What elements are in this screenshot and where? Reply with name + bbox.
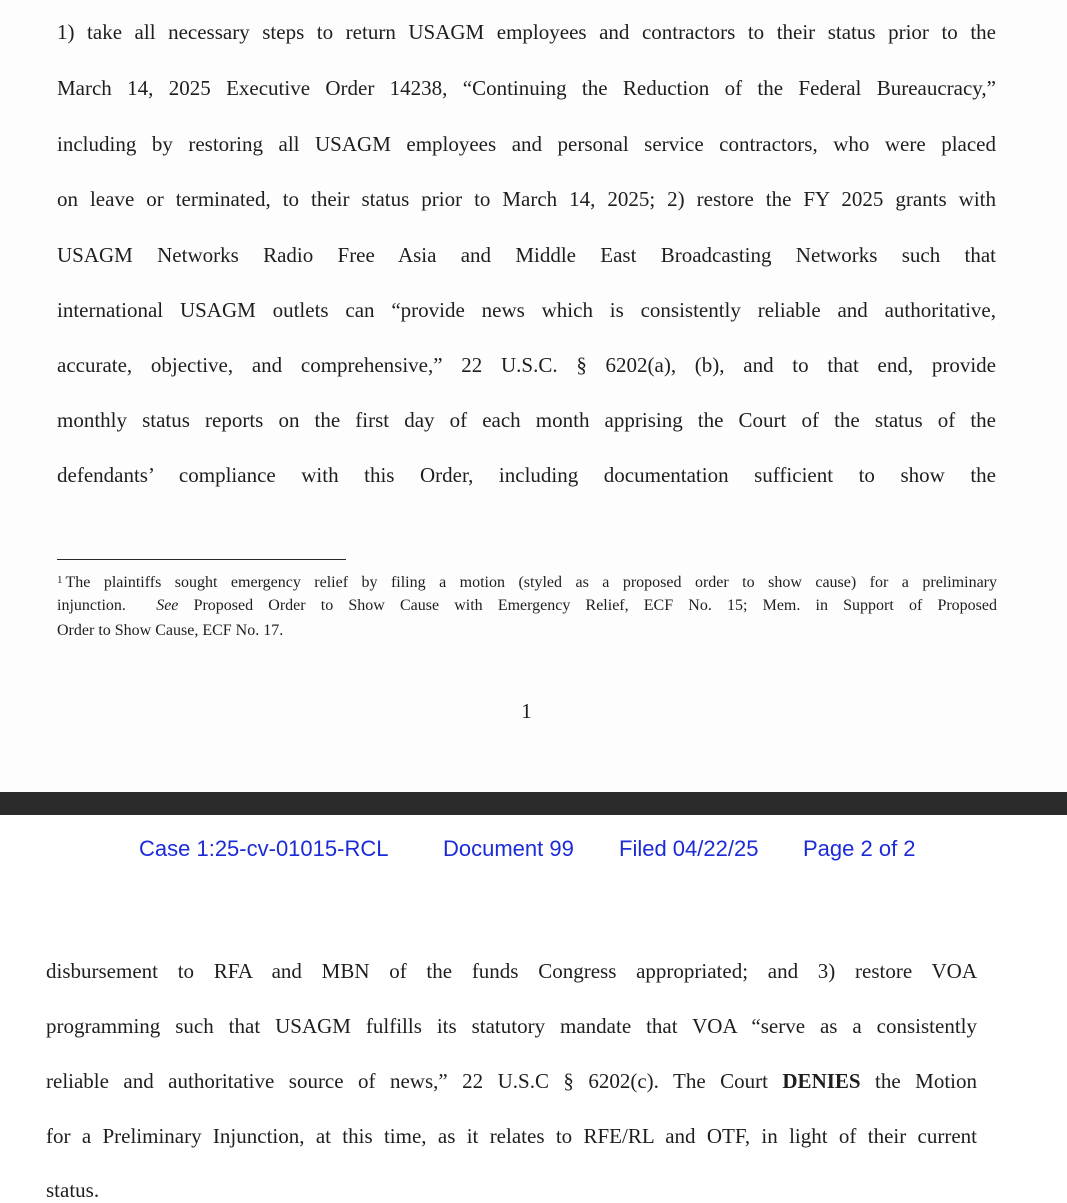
footnote-text-2a: injunction. [57,597,126,614]
page2-line-3-start: reliable and authoritative source of news,” 22 U.S.C § 6202(c). The Court [46,1069,768,1093]
footnote-see: See [156,597,179,614]
body-line-5: USAGM Networks Radio Free Asia and Middle East Broadcasting Networks such that [57,243,996,267]
page-count: Page 2 of 2 [803,836,916,861]
body-line-2: March 14, 2025 Executive Order 14238, “Continuing the Reduction of the Federal Bureaucracy,” [57,76,996,100]
footnote-text-1: The plaintiffs sought emergency relief by filing a motion (styled as a proposed order to show cause) for a preliminary [65,574,997,591]
page2-line-5: status. [46,1178,100,1202]
body-line-3: including by restoring all USAGM employees and personal service contractors, who were placed [57,132,996,156]
footnote-divider [57,559,346,560]
page2-line-3 [46,1068,977,1094]
page2-line-1: disbursement to RFA and MBN of the funds Congress appropriated; and 3) restore VOA [46,959,977,983]
body-line-9: defendants’ compliance with this Order, including documentation sufficient to show the [57,463,996,487]
footnote-line-3: Order to Show Cause, ECF No. 17. [57,622,284,639]
body-line-6: international USAGM outlets can “provide news which is consistently reliable and authoritative, [57,298,996,322]
page2-line-4: for a Preliminary Injunction, at this time, as it relates to RFE/RL and OTF, in light of their current [46,1124,977,1148]
body-line-7: accurate, objective, and comprehensive,” 22 U.S.C. § 6202(a), (b), and to that end, provide [57,353,996,377]
footnote-text-2b: Proposed Order to Show Cause with Emergency Relief, ECF No. 15; Mem. in Support of Proposed [193,597,997,614]
page2-line-3-end: the Motion [875,1069,977,1093]
denies-text: DENIES [782,1069,861,1093]
document-number: Document 99 [443,836,574,861]
body-line-1: 1) take all necessary steps to return USAGM employees and contractors to their status prior to the [57,20,996,44]
page2-line-2: programming such that USAGM fulfills its statutory mandate that VOA “serve as a consistently [46,1014,977,1038]
body-line-4: on leave or terminated, to their status prior to March 14, 2025; 2) restore the FY 2025 grants with [57,187,996,211]
page-number: 1 [521,699,532,723]
filed-date: Filed 04/22/25 [619,836,759,861]
page-separator [0,792,1067,815]
body-line-8: monthly status reports on the first day of each month apprising the Court of the status of the [57,408,996,432]
footnote-line-1 [57,570,997,593]
case-number: Case 1:25-cv-01015-RCL [139,836,389,861]
case-header [0,836,1067,864]
footnote-line-2 [57,596,997,616]
footnote-marker: 1 [57,574,63,586]
